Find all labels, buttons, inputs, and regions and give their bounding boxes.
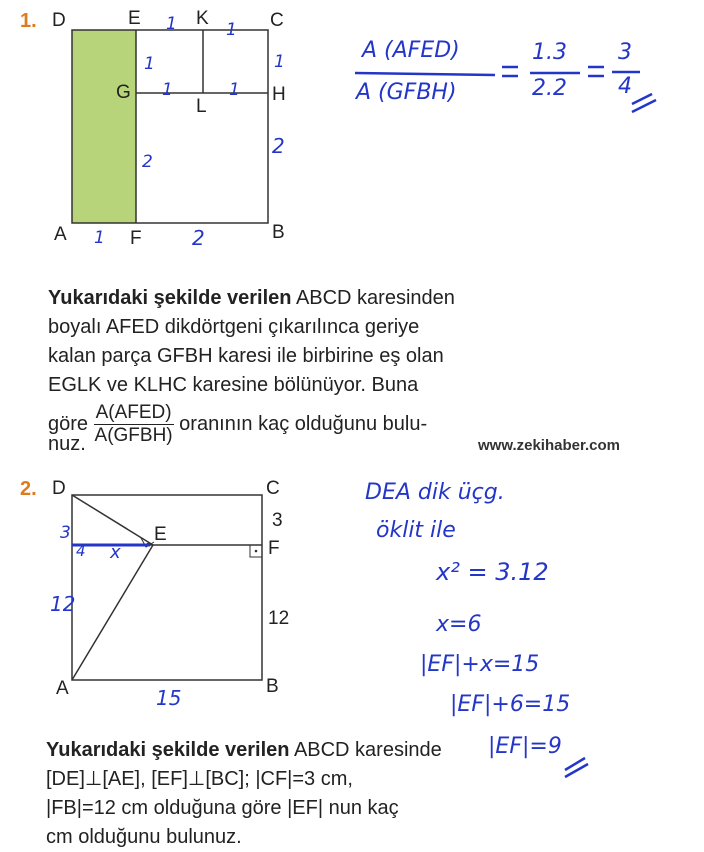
p1-fraction-top: A(AFED) (95, 402, 172, 423)
segment-de (72, 495, 153, 545)
p1-line-3: kalan parça GFBH karesi ile birbirine eş olan (48, 345, 444, 367)
ink-fraction-bar-1 (355, 73, 495, 75)
ink-len-left-12: 12 (50, 592, 76, 616)
ink-len-ea-part: 4 (76, 542, 86, 560)
label-fb-length: 12 (268, 608, 290, 629)
p1-line-1-rest: ABCD karesinden (291, 287, 455, 309)
p1-line-1 (48, 284, 568, 313)
ink-len-lh: 1 (229, 80, 240, 100)
ink-solution-numerator: A (AFED) (362, 38, 460, 63)
p1-line-6: nuz. (48, 433, 86, 455)
label-f-1: F (130, 228, 142, 249)
p2-line-3: |FB|=12 cm olduğuna göre |EF| nun kaç (46, 797, 399, 819)
ink-len-ek: 1 (166, 14, 177, 34)
label-a-2: A (56, 678, 69, 699)
label-d-1: D (52, 10, 66, 31)
ink-solution-denominator: A (GFBH) (356, 80, 457, 105)
p1-line-5-pre: göre (48, 412, 89, 435)
website-url: www.zekihaber.com (478, 437, 620, 454)
ink-solution-line-1: DEA dik üçg. (365, 480, 505, 505)
p1-line-5-post: oranının kaç olduğunu bulu- (179, 412, 428, 435)
ink-underline-2b (565, 764, 588, 777)
problem-1-text (48, 284, 568, 447)
p1-line-2: boyalı AFED dikdörtgeni çıkarılınca geriye (48, 316, 420, 338)
label-c-2: C (266, 478, 280, 499)
ink-len-gf: 2 (142, 152, 153, 172)
label-b-2: B (266, 676, 279, 697)
ink-len-bottom-15: 15 (156, 686, 182, 710)
label-k-1: K (196, 8, 209, 29)
p1-line-4: EGLK ve KLHC karesine bölünüyor. Buna (48, 374, 419, 396)
segment-ea (72, 545, 153, 680)
problem-1-number: 1. (20, 10, 37, 32)
ink-solution-mid-bot: 2.2 (532, 76, 567, 101)
p2-line-2: [DE]⊥[AE], [EF]⊥[BC]; |CF|=3 cm, (46, 768, 353, 790)
label-e-2: E (154, 524, 167, 545)
problem-2-text (46, 736, 496, 852)
p1-fraction-bottom: A(GFBH) (94, 425, 173, 446)
ink-len-x: x (110, 542, 121, 563)
ink-solution-line-7: |EF|=9 (488, 734, 562, 759)
label-a-1: A (54, 224, 67, 245)
shaded-rectangle-afed (72, 30, 136, 223)
p2-line-1-rest: ABCD karesinde (289, 739, 442, 761)
ink-len-fb: 2 (192, 226, 205, 250)
p1-line-1-bold: Yukarıdaki şekilde verilen (48, 287, 292, 309)
ink-solution-mid-top: 1.3 (532, 40, 567, 65)
ink-solution-line-2: öklit ile (376, 518, 456, 543)
label-l-1: L (196, 96, 207, 117)
ink-solution-line-5: |EF|+x=15 (420, 652, 540, 677)
label-f-2: F (268, 538, 280, 559)
ink-solution-line-4: x=6 (436, 612, 482, 637)
p1-fraction (94, 402, 174, 447)
ink-solution-line-3: x² = 3.12 (436, 558, 549, 586)
ink-len-ch: 1 (274, 52, 285, 72)
label-c-1: C (270, 10, 284, 31)
label-d-2: D (52, 478, 66, 499)
ink-solution-res-bot: 4 (618, 74, 632, 99)
label-cf-length: 3 (272, 510, 283, 531)
ink-len-gl: 1 (162, 80, 173, 100)
ink-len-af: 1 (94, 228, 105, 248)
ink-len-de: 3 (60, 523, 71, 543)
label-h-1: H (272, 84, 286, 105)
ink-len-kc: 1 (226, 20, 237, 40)
ink-len-hb: 2 (272, 134, 285, 158)
label-b-1: B (272, 222, 285, 243)
label-g-1: G (116, 82, 131, 103)
ink-len-eg: 1 (144, 54, 155, 74)
p2-line-1 (46, 736, 496, 765)
p2-line-4: cm olduğunu bulunuz. (46, 826, 242, 848)
label-e-1: E (128, 8, 141, 29)
right-angle-f-dot (255, 550, 258, 553)
problem-2-number: 2. (20, 478, 37, 500)
ink-solution-line-6: |EF|+6=15 (450, 692, 571, 717)
ink-solution-res-top: 3 (618, 40, 632, 65)
square-abcd-2 (72, 495, 262, 680)
p2-line-1-bold: Yukarıdaki şekilde verilen (46, 739, 290, 761)
